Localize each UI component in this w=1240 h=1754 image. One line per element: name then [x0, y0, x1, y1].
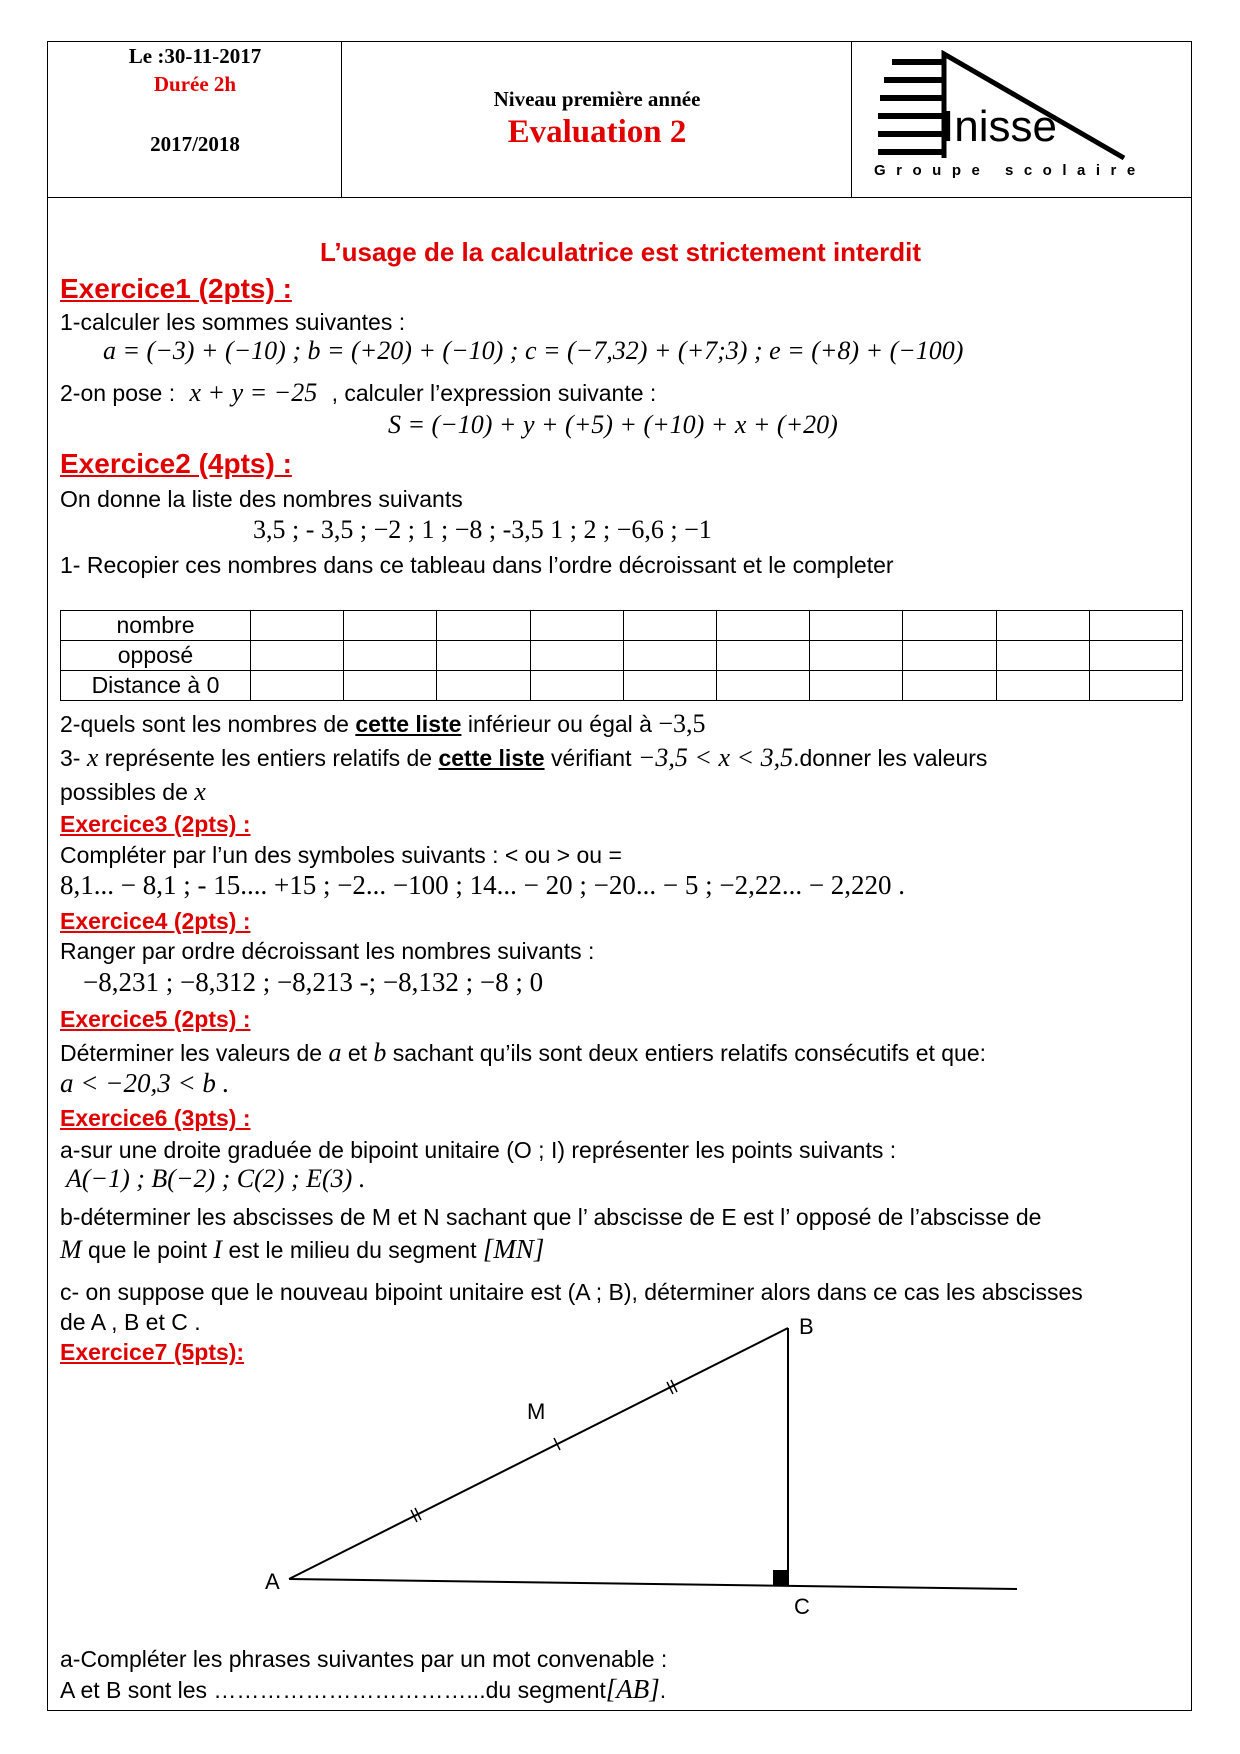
ex2-q3-part2: représente les entiers relatifs de	[98, 745, 439, 771]
ex6-b-M: M	[60, 1235, 82, 1264]
ex2-intro: On donne la liste des nombres suivants	[60, 486, 463, 512]
ex2-q3-part3: vérifiant	[544, 745, 638, 771]
exercise-7-title: Exercice7 (5pts):	[60, 1339, 245, 1365]
right-angle-marker	[773, 1570, 788, 1586]
level-label: Niveau première année	[493, 87, 701, 111]
label-B: B	[799, 1314, 814, 1339]
line-AC	[289, 1579, 1017, 1589]
ex2-q3-inequality: −3,5 < x < 3,5	[637, 743, 794, 772]
ex2-question-1: 1- Recopier ces nombres dans ce tableau dans l’ordre décroissant et le completer	[60, 552, 894, 578]
ex5-a: a	[328, 1038, 342, 1067]
school-year: 2017/2018	[150, 132, 240, 156]
ex7-question-a-1	[60, 1674, 666, 1705]
ex1-q2-suffix: , calculer l’expression suivante :	[331, 380, 657, 406]
ex2-q3-x2: x	[194, 777, 206, 806]
logo-name: Inisse	[942, 102, 1057, 151]
ex1-q2-equation: x + y = −25	[189, 378, 318, 407]
ex3-items: 8,1... − 8,1 ; - 15.... +15 ; −2... −100 ; 14... − 20 ; −20... − 5 ; −2,22... − 2,220 .	[60, 870, 906, 900]
ex2-q3-x: x	[86, 743, 99, 772]
ex6-b-text2: est le milieu du segment	[222, 1237, 483, 1263]
ex5-part2: sachant qu’ils sont deux entiers relatifs consécutifs et que:	[386, 1040, 987, 1066]
logo-subtitle: Groupe scolaire	[874, 162, 1146, 179]
exercise-1-title: Exercice1 (2pts) :	[60, 273, 292, 304]
row-label-number: nombre	[61, 611, 251, 641]
row-label-distance: Distance à 0	[61, 671, 251, 701]
ex2-number-list: 3,5 ; - 3,5 ; −2 ; 1 ; −8 ; -3,5 1 ; 2 ; −6,6 ; −1	[253, 515, 712, 544]
exam-page	[47, 41, 1192, 1711]
ex5-and: et	[341, 1040, 374, 1066]
ex6-b-I: I	[213, 1235, 223, 1264]
exam-date: Le :30-11-2017	[128, 44, 262, 68]
exercise-3-title: Exercice3 (2pts) :	[60, 811, 251, 837]
ex2-q3-part5: possibles de	[60, 779, 195, 805]
exercise-4-title: Exercice4 (2pts) :	[60, 908, 251, 934]
ex1-expression: S = (−10) + y + (+5) + (+10) + x + (+20)	[388, 410, 838, 439]
ex6-a-line-1: a-sur une droite graduée de bipoint unitaire (O ; I) représenter les points suivants :	[60, 1137, 897, 1163]
ex6-c-line-2: de A , B et C .	[60, 1309, 201, 1335]
ex4-items: −8,231 ; −8,312 ; −8,213 -; −8,132 ; −8 ; 0	[83, 967, 544, 997]
ex1-sums: a = (−3) + (−10) ; b = (+20) + (−10) ; c = (−7,32) + (+7;3) ; e = (+8) + (−100)	[103, 336, 964, 365]
exercise-5-title: Exercice5 (2pts) :	[60, 1006, 251, 1032]
ex2-q3-underlined: cette liste	[438, 745, 545, 771]
ex3-intro: Compléter par l’un des symboles suivants : < ou > ou =	[60, 842, 622, 868]
triangle-figure	[48, 42, 1193, 1712]
ex7-qa1-segment: [AB]	[605, 1674, 660, 1704]
ex7-qa1-text: A et B sont les ……………………………...du segment	[60, 1677, 606, 1703]
ex5-inequality: a < −20,3 < b .	[60, 1068, 230, 1098]
ex1-question-1: 1-calculer les sommes suivantes :	[60, 309, 406, 335]
ex6-c-line-1: c- on suppose que le nouveau bipoint unitaire est (A ; B), déterminer alors dans ce cas les abscisses	[60, 1279, 1083, 1305]
ex6-b-text1: que le point	[81, 1237, 214, 1263]
ex2-q3-part1: 3-	[60, 745, 87, 771]
label-C: C	[794, 1594, 810, 1619]
calculator-notice: L’usage de la calculatrice est strictement interdit	[319, 237, 922, 267]
ex4-intro: Ranger par ordre décroissant les nombres suivants :	[60, 938, 595, 964]
ex6-b-line-1: b-déterminer les abscisses de M et N sachant que l’ abscisse de E est l’ opposé de l’abscisse de	[60, 1204, 1042, 1230]
ex2-q2-underlined: cette liste	[355, 711, 462, 737]
segment-AB	[289, 1328, 788, 1579]
ex6-points: A(−1) ; B(−2) ; C(2) ; E(3) .	[66, 1164, 366, 1193]
exercise-6-title: Exercice6 (3pts) :	[60, 1105, 251, 1131]
ex2-q2-part2: inférieur ou égal à	[461, 711, 659, 737]
ex7-qa1-dot: .	[659, 1677, 667, 1703]
label-A: A	[265, 1569, 280, 1594]
exam-title: Evaluation 2	[507, 114, 687, 150]
ex2-q2-value: −3,5	[658, 709, 706, 738]
ex1-q2-prefix: 2-on pose :	[60, 380, 176, 406]
ex2-q3-part4: .donner les valeurs	[793, 745, 988, 771]
ex6-b-segment: [MN]	[482, 1234, 545, 1264]
label-M: M	[527, 1399, 546, 1424]
exam-duration: Durée 2h	[153, 72, 237, 96]
ex5-part1: Déterminer les valeurs de	[60, 1040, 329, 1066]
row-label-opposite: opposé	[61, 641, 251, 671]
exercise-2-title: Exercice2 (4pts) :	[60, 448, 292, 479]
ex5-b: b	[373, 1038, 387, 1067]
ex7-question-a: a-Compléter les phrases suivantes par un mot convenable :	[60, 1646, 668, 1672]
ex2-q2-part1: 2-quels sont les nombres de	[60, 711, 356, 737]
